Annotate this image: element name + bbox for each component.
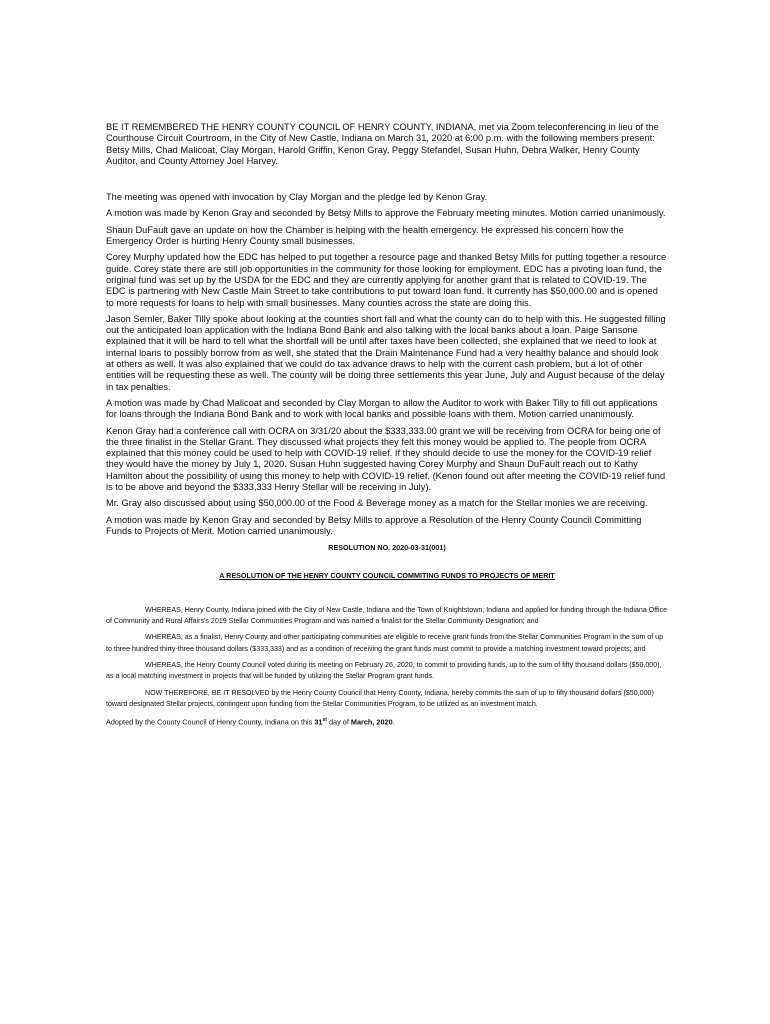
minutes-paragraph: The meeting was opened with invocation by Clay Morgan and the pledge led by Kenon Gray. <box>106 192 488 203</box>
resolution-clause: WHEREAS, Henry County, Indiana joined with the City of New Castle, Indiana and the Town of Knightstown, Indiana and applied for funding through the Indiana Office of Community and Rural Affairs's 2019 Stellar Communities Program and was named a finalist for the Stellar Community Designation; and <box>106 605 668 626</box>
minutes-intro-paragraph: BE IT REMEMBERED THE HENRY COUNTY COUNCIL OF HENRY COUNTY, INDIANA, met via Zoom teleconferencing in lieu of the Courthouse Circuit Courtroom, in the City of New Castle, Indiana on March 31, 2020 at 6:00 p.m. with the following members present: Betsy Mills, Chad Malicoat, Clay Morgan, Harold Griffin, Kenon Gray, Peggy Stefandel, Susan Huhn, Debra Walker, Henry County Auditor, and County Attorney Joel Harvey. <box>106 122 659 166</box>
minutes-paragraph: A motion was made by Chad Malicoat and seconded by Clay Morgan to allow the Auditor to work with Baker Tilly to fill out applications for loans through the Indiana Bond Bank and to work with local banks and possible loans with them. Motion carried unanimously. <box>106 397 658 420</box>
resolution-number: RESOLUTION NO. 2020-03-31(001) <box>328 543 446 553</box>
adoption-day-suffix: st <box>322 717 327 724</box>
adoption-prefix: Adopted by the County Council of Henry County, Indiana on this <box>106 717 315 727</box>
adoption-day: 31 <box>314 717 323 727</box>
adoption-end: . <box>392 717 395 727</box>
minutes-paragraph: Jason Semler, Baker Tilly spoke about looking at the counties short fall and what the county can do to help with this. He suggested filling out the anticipated loan application with the Indiana Bond Bank and also talking with the local banks about a loan. Paige Sansone explained that it will be hard to tell what the shortfall will be until after taxes have been collected, she explained that we need to look at internal loans to possibly borrow from as well, she stated that the Drain Maintenance Fund had a very healthy balance and should look at others as well. It was also explained that we could do tax advance draws to help with the current cash problem, but a lot of other entities will be requesting these as well. The county will be doing three settlements this year June, July and August because of the delay in tax penalties. <box>106 313 666 392</box>
minutes-paragraph: Kenon Gray had a conference call with OCRA on 3/31/20 about the $333,333.00 grant we will be receiving from OCRA for being one of the three finalist in the Stellar Grant. They discussed what projects they felt this money would be applied to. The people from OCRA explained that this money could be used to help with COVID-19 relief. If they should decide to use the money for the COVID-19 relief they would have the money by July 1, 2020. Susan Huhn suggested having Corey Murphy and Shaun DuFault reach out to Kathy Hamilton about the possibility of using this money to help with COVID-19 relief. (Kenon found out after meeting the COVID-19 relief fund is to be above and beyond the $333,333 Henry Stellar will be receiving in July). <box>106 425 666 493</box>
resolution-title: A RESOLUTION OF THE HENRY COUNTY COUNCIL COMMITING FUNDS TO PROJECTS OF MERIT <box>219 570 555 580</box>
resolution-clause: WHEREAS, the Henry County Council voted during its meeting on February 26, 2020, to commit to providing funds, up to the sum of fifty thousand dollars ($50,000), as a local matching investment in projects that will be funded by utilizing the Stellar Program grant funds. <box>106 660 662 681</box>
meeting-minutes <box>106 122 668 733</box>
minutes-paragraph: Mr. Gray also discussed about using $50,000.00 of the Food & Beverage money as a match for the Stellar monies we are receiving. <box>106 498 648 509</box>
resolution-clause: WHEREAS, as a finalist, Henry County and other participating communities are eligible to receive grant funds from the Stellar Communities Program in the sum of up to three hundred thirty-three thousand dollars ($333,333) and as a condition of receiving the grant funds must commit to provide a matching investment toward projects; and <box>106 633 664 653</box>
minutes-paragraph: A motion was made by Kenon Gray and seconded by Betsy Mills to approve the February meeting minutes. Motion carried unanimously. <box>106 208 666 219</box>
adoption-middle: day of <box>326 717 351 727</box>
minutes-paragraph: Corey Murphy updated how the EDC has helped to put together a resource page and thanked Betsy Mills for putting together a resource guide. Corey state there are still job opportunities in the community for those looking for employment. EDC has a pivoting loan fund, the original fund was set up by the USDA for the EDC and they are currently applying for another grant that is related to COVID-19. The EDC is partnering with New Castle Main Street to take contributions to put toward loan fund. It currently has $50,000.00 and is opened to more requests for loans to help with small businesses. Many counties across the state are doing this. <box>106 252 667 308</box>
adoption-statement <box>106 715 668 727</box>
minutes-paragraph: Shaun DuFault gave an update on how the Chamber is helping with the health emergency. He expressed his concern how the Emergency Order is hurting Henry County small businesses. <box>106 224 624 247</box>
minutes-paragraph: A motion was made by Kenon Gray and seconded by Betsy Mills to approve a Resolution of the Henry County Council Committing Funds to Projects of Merit. Motion carried unanimously. <box>106 514 642 536</box>
adoption-month-year: March, 2020 <box>350 717 393 727</box>
resolution-clause: NOW THEREFORE, BE IT RESOLVED by the Henry County Council that Henry County, Indiana, hereby commits the sum of up to fifty thousand dollars ($50,000) toward designated Stellar projects, contingent upon funding from the Stellar Communities Program, to be utilized as an investment match. <box>106 688 654 708</box>
